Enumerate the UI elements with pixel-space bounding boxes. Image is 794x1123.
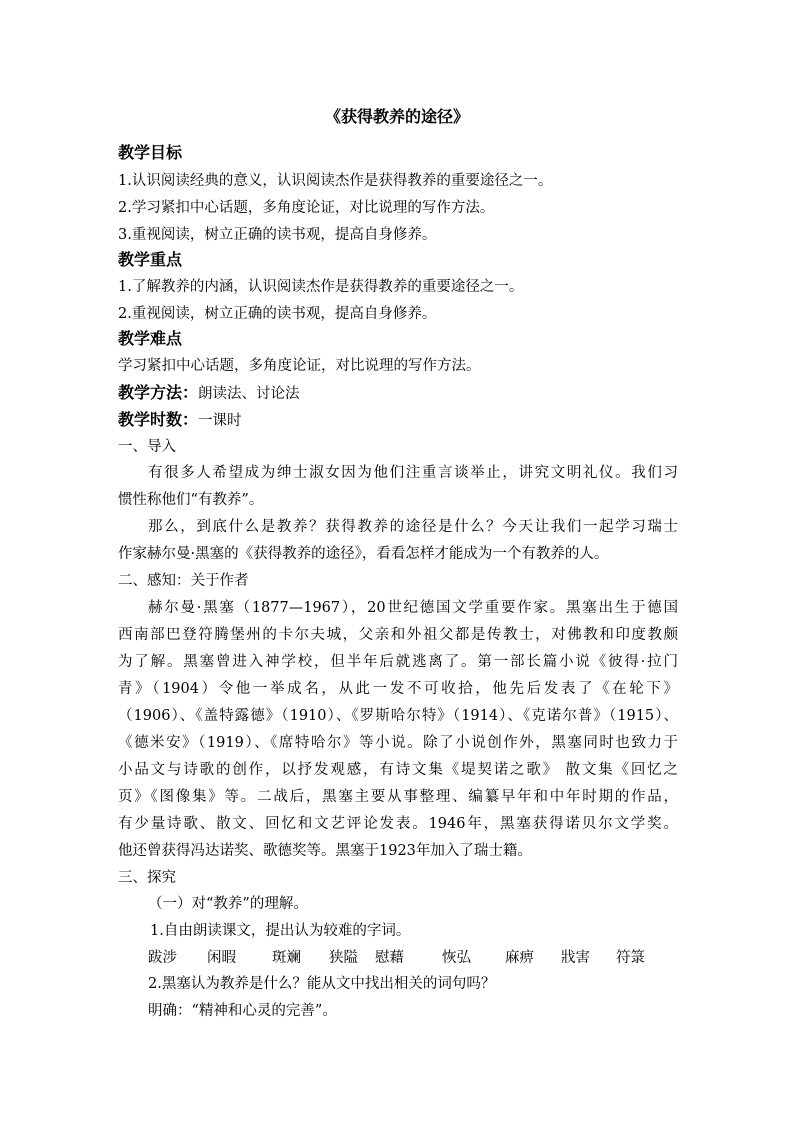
hours-label: 教学时数： [118,410,199,429]
author-line-10: 他还曾获得冯达诺奖、歌德奖等。黑塞于1923年加入了瑞士籍。 [118,843,532,859]
intro-para2-line2: 作家赫尔曼·黑塞的《获得教养的途径》，看看怎样才能成为一个有教养的人。 [118,546,609,562]
author-line-4: 青》（1904）令他一举成名，从此一发不可收拾，他先后发表了《在轮下》 [118,681,678,697]
intro-heading: 一、导入 [118,439,176,455]
goals-heading: 教学目标 [118,143,183,162]
vocab-word: 狭隘 [329,950,358,966]
author-line-6: 《德米安》（1919）、《席特哈尔》等小说。除了小说创作外，黑塞同时也致力于 [118,735,678,751]
document-title: 《获得教养的途径》 [324,107,469,126]
difficulties-heading: 教学难点 [118,329,183,348]
key-point-item-1: 1.了解教养的内涵，认识阅读杰作是获得教养的重要途径之一。 [118,279,524,295]
explore-heading: 三、探究 [118,870,176,886]
author-line-3: 为了解。黑塞曾进入神学校，但半年后就逃离了。第一部长篇小说《彼得·拉门 [118,654,678,670]
author-line-2: 西南部巴登符腾堡州的卡尔夫城，父亲和外祖父都是传教士，对佛教和印度教颇 [118,627,678,643]
vocab-word: 恢弘 [442,950,471,966]
goal-item-1: 1.认识阅读经典的意义，认识阅读杰作是获得教养的重要途径之一。 [118,173,553,189]
author-line-7: 小品文与诗歌的创作，以抒发观感，有诗文集《堤契诺之歌》 散文集《回忆之 [118,762,678,778]
methods-value: 朗读法、讨论法 [198,386,300,402]
goal-item-3: 3.重视阅读，树立正确的读书观，提高自身修养。 [118,227,437,243]
intro-para1-line1: 有很多人希望成为绅士淑女因为他们注重言谈举止，讲究文明礼仪。我们习 [148,465,678,481]
hours-value: 一课时 [198,413,242,429]
vocab-word: 跋涉 [148,950,177,966]
intro-para1-line2: 惯性称他们“有教养”。 [118,492,264,508]
key-point-item-2: 2.重视阅读，树立正确的读书观，提高自身修养。 [118,306,437,322]
author-line-9: 有少量诗歌、散文、回忆和文艺评论发表。1946年，黑塞获得诺贝尔文学奖。 [118,816,678,832]
difficulties-text: 学习紧扣中心话题，多角度论证，对比说理的写作方法。 [118,358,481,374]
explore-question-1: 1.自由朗读课文，提出认为较难的字词。 [150,923,411,939]
goal-item-2: 2.学习紧扣中心话题，多角度论证，对比说理的写作方法。 [118,200,495,216]
vocab-word: 戕害 [561,950,590,966]
methods-line [118,383,300,404]
key-points-heading: 教学重点 [118,250,183,269]
author-line-1: 赫尔曼·黑塞（1877—1967），20世纪德国文学重要作家。黑塞出生于德国 [148,600,678,616]
author-line-5: （1906）、《盖特露德》（1910）、《罗斯哈尔特》（1914）、《克诺尔普》（1915）、 [118,708,678,724]
vocab-word: 斑斓 [272,950,301,966]
methods-label: 教学方法： [118,383,199,402]
vocab-word: 慰藉 [375,950,404,966]
explore-question-2: 2.黑塞认为教养是什么？能从文中找出相关的词句吗？ [148,976,496,992]
vocab-word: 麻痹 [505,950,534,966]
vocab-word: 闲暇 [207,950,236,966]
explore-answer: 明确：“精神和心灵的完善”。 [148,1003,337,1019]
author-line-8: 页》《图像集》等。二战后，黑塞主要从事整理、编纂早年和中年时期的作品， [118,789,678,805]
hours-line [118,410,242,431]
intro-para2-line1: 那么，到底什么是教养？获得教养的途径是什么？今天让我们一起学习瑞士 [148,519,678,535]
author-heading: 二、感知：关于作者 [118,573,249,589]
explore-sub1: （一）对“教养”的理解。 [148,896,308,912]
vocab-word: 符箓 [616,950,645,966]
